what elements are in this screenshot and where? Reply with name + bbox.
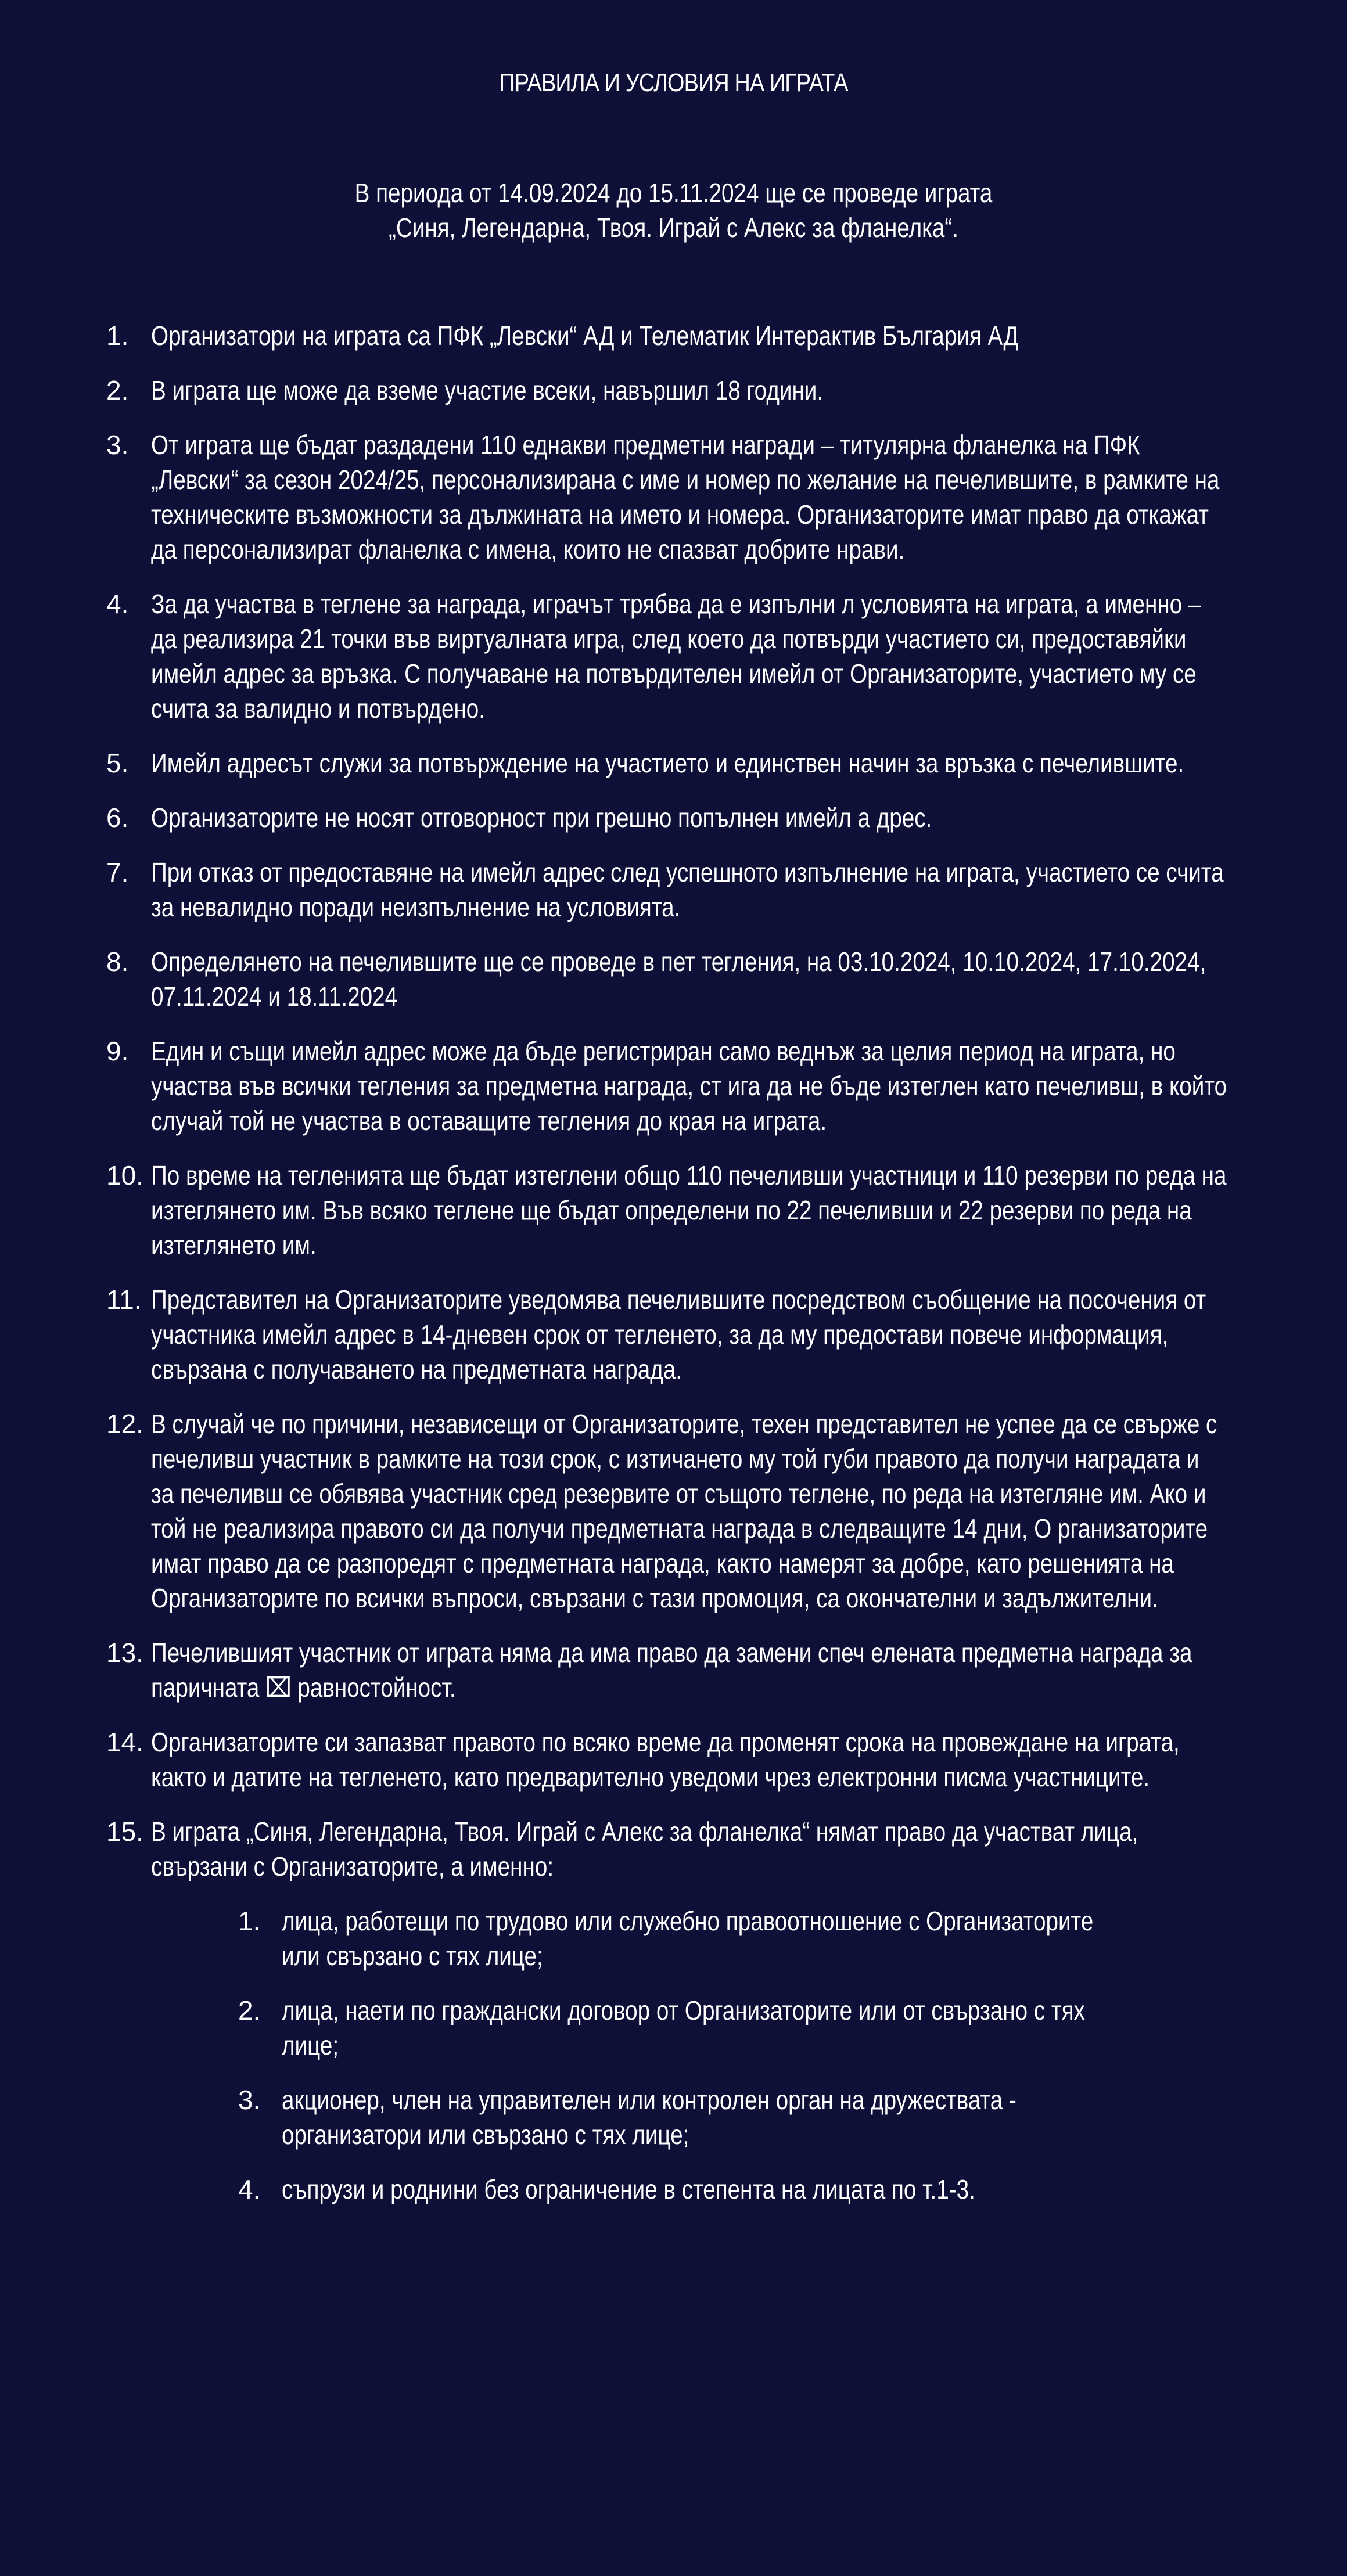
rule-number: 11. (106, 1285, 142, 1315)
rule-number: 15. (106, 1816, 143, 1847)
rule-text: По време на тегленията ще бъдат изтеглени общо 110 печеливши участници и 110 резерви по реда на изтеглянето им. Във всяко теглене ще бъдат определени по 22 печеливши и 22 резерви по реда на изтеглянето им. (151, 1160, 1227, 1260)
intro-line-2: „Синя, Легендарна, Твоя. Играй с Алекс за фланелка“. (388, 213, 958, 243)
rule-text: Един и същи имейл адрес може да бъде регистриран само веднъж за целия период на играта, но участва във всички тегления за предметна награда, ст ига да не бъде изтеглен като печеливш, в който случай той не участва в оставащите тегления до края на играта. (151, 1036, 1227, 1136)
rule-text: В играта ще може да вземе участие всеки, навършил 18 години. (151, 375, 824, 405)
rule-text: В случай че по причини, независещи от Организаторите, техен представител не успее да се свърже с печеливш участник в рамките на този срок, с изтичането му той губи правото да получи наградата и за печеливш се обявява участник сред резервите от същото теглене, по реда на изтегляне им. Ако и той не реализира правото си да получи предметната награда в следващите 14 дни, О рганизаторите имат право да се разпоредят с предметната награда, както намерят за добре, като решенията на Организаторите по всички въпроси, свързани с тази промоция, са окончателни и задължителни. (151, 1409, 1217, 1613)
rule-item (106, 1158, 1227, 1262)
rule-text: Определянето на печелившите ще се проведе в пет тегления, на 03.10.2024, 10.10.2024, 17.10.2024, 07.11.2024 и 18.11.2024 (151, 947, 1206, 1012)
rule-number: 9. (106, 1036, 129, 1066)
sub-rule-number: 4. (238, 2174, 261, 2204)
rule-text: За да участва в теглене за награда, играчът трябва да е изпълни л условията на играта, а именно – да реализира 21 точки във виртуалната игра, след което да потвърди участието си, предоставяйки имейл адрес за връзка. С получаване на потвърдителен имейл от Организаторите, участието му се счита за валидно и потвърдено. (151, 589, 1201, 724)
rule-number: 2. (106, 375, 129, 405)
rule-text: Представител на Организаторите уведомява печелившите посредством съобщение на посочения от участника имейл адрес в 14-дневен срок от тегленето, за да му предостави повече информация, свързана с получаването на предметната награда. (151, 1285, 1206, 1384)
sub-rule-item (238, 2082, 1133, 2152)
rule-item (106, 1635, 1227, 1705)
rule-item (106, 1406, 1227, 1616)
rule-text: При отказ от предоставяне на имейл адрес след успешното изпълнение на играта, участието се счита за невалидно поради неизпълнение на условията. (151, 857, 1224, 922)
rule-number: 12. (106, 1409, 143, 1439)
rule-item (106, 587, 1227, 726)
rule-number: 7. (106, 857, 129, 887)
rule-item (106, 746, 1227, 780)
sub-rule-text: лица, наети по граждански договор от Организаторите или от свързано с тях лице; (282, 1995, 1085, 2060)
rule-text: Организаторите не носят отговорност при грешно попълнен имейл а дрес. (151, 803, 932, 833)
sub-rule-item (238, 1993, 1133, 2063)
rule-item (106, 855, 1227, 924)
rule-text: От играта ще бъдат раздадени 110 еднакви предметни награди – титулярна фланелка на ПФК „Левски“ за сезон 2024/25, персонализирана с име и номер по желание на печелившите, в рамките на техническите възможности за дължината на името и номера. Организаторите имат право да откажат да персонализират фланелка с имена, които не спазват добрите нрави. (151, 430, 1220, 564)
rule-item (106, 373, 1227, 408)
rule-number: 8. (106, 947, 129, 977)
rule-item (106, 1282, 1227, 1387)
sub-rule-text: лица, работещи по трудово или служебно правоотношение с Организаторите или свързано с тях лице; (282, 1906, 1094, 1971)
excluded-persons-list (238, 1904, 1133, 2207)
intro-line-1: В периода от 14.09.2024 до 15.11.2024 ще се проведе играта (354, 178, 993, 208)
rule-number: 10. (106, 1160, 143, 1190)
rule-number: 6. (106, 803, 129, 833)
rule-number: 5. (106, 748, 129, 778)
rule-item (106, 944, 1227, 1014)
rule-item (106, 1034, 1227, 1138)
rule-text: Организаторите си запазват правото по всяко време да променят срока на провеждане на играта, както и датите на тегленето, като предварително уведоми чрез електронни писма участниците. (151, 1727, 1180, 1792)
rule-item (106, 1725, 1227, 1794)
rule-number: 3. (106, 430, 129, 460)
rule-number: 14. (106, 1727, 143, 1757)
rule-text: Организатори на играта са ПФК „Левски“ АД и Телематик Интерактив България АД (151, 321, 1019, 351)
rule-text: В играта „Синя, Легендарна, Твоя. Играй с Алекс за фланелка“ нямат право да участват лица, свързани с Организаторите, а именно: (151, 1816, 1138, 1881)
page-title: ПРАВИЛА И УСЛОВИЯ НА ИГРАТА (499, 69, 848, 97)
rule-item (106, 318, 1227, 353)
sub-rule-item (238, 2172, 1133, 2207)
rule-number: 4. (106, 589, 129, 619)
sub-rule-number: 1. (238, 1906, 261, 1936)
sub-rule-text: съпрузи и роднини без ограничение в степента на лицата по т.1-3. (282, 2174, 975, 2204)
rule-number: 1. (106, 321, 129, 351)
rule-item (106, 427, 1227, 567)
sub-rule-text: акционер, член на управителен или контролен орган на дружествата - организатори или свързано с тях лице; (282, 2085, 1016, 2150)
rule-number: 13. (106, 1638, 143, 1668)
rules-list (106, 318, 1227, 2226)
rule-item (106, 1814, 1227, 2207)
sub-rule-number: 3. (238, 2085, 261, 2115)
rule-text: Печелившият участник от играта няма да има право да замени спеч елената предметна награда за паричната ⌧ равностойност. (151, 1638, 1192, 1703)
sub-rule-item (238, 1904, 1133, 1973)
rule-text: Имейл адресът служи за потвърждение на участието и единствен начин за връзка с печелившите. (151, 748, 1184, 778)
intro-paragraph (0, 175, 1347, 245)
rule-item (106, 800, 1227, 835)
sub-rule-number: 2. (238, 1995, 261, 2025)
